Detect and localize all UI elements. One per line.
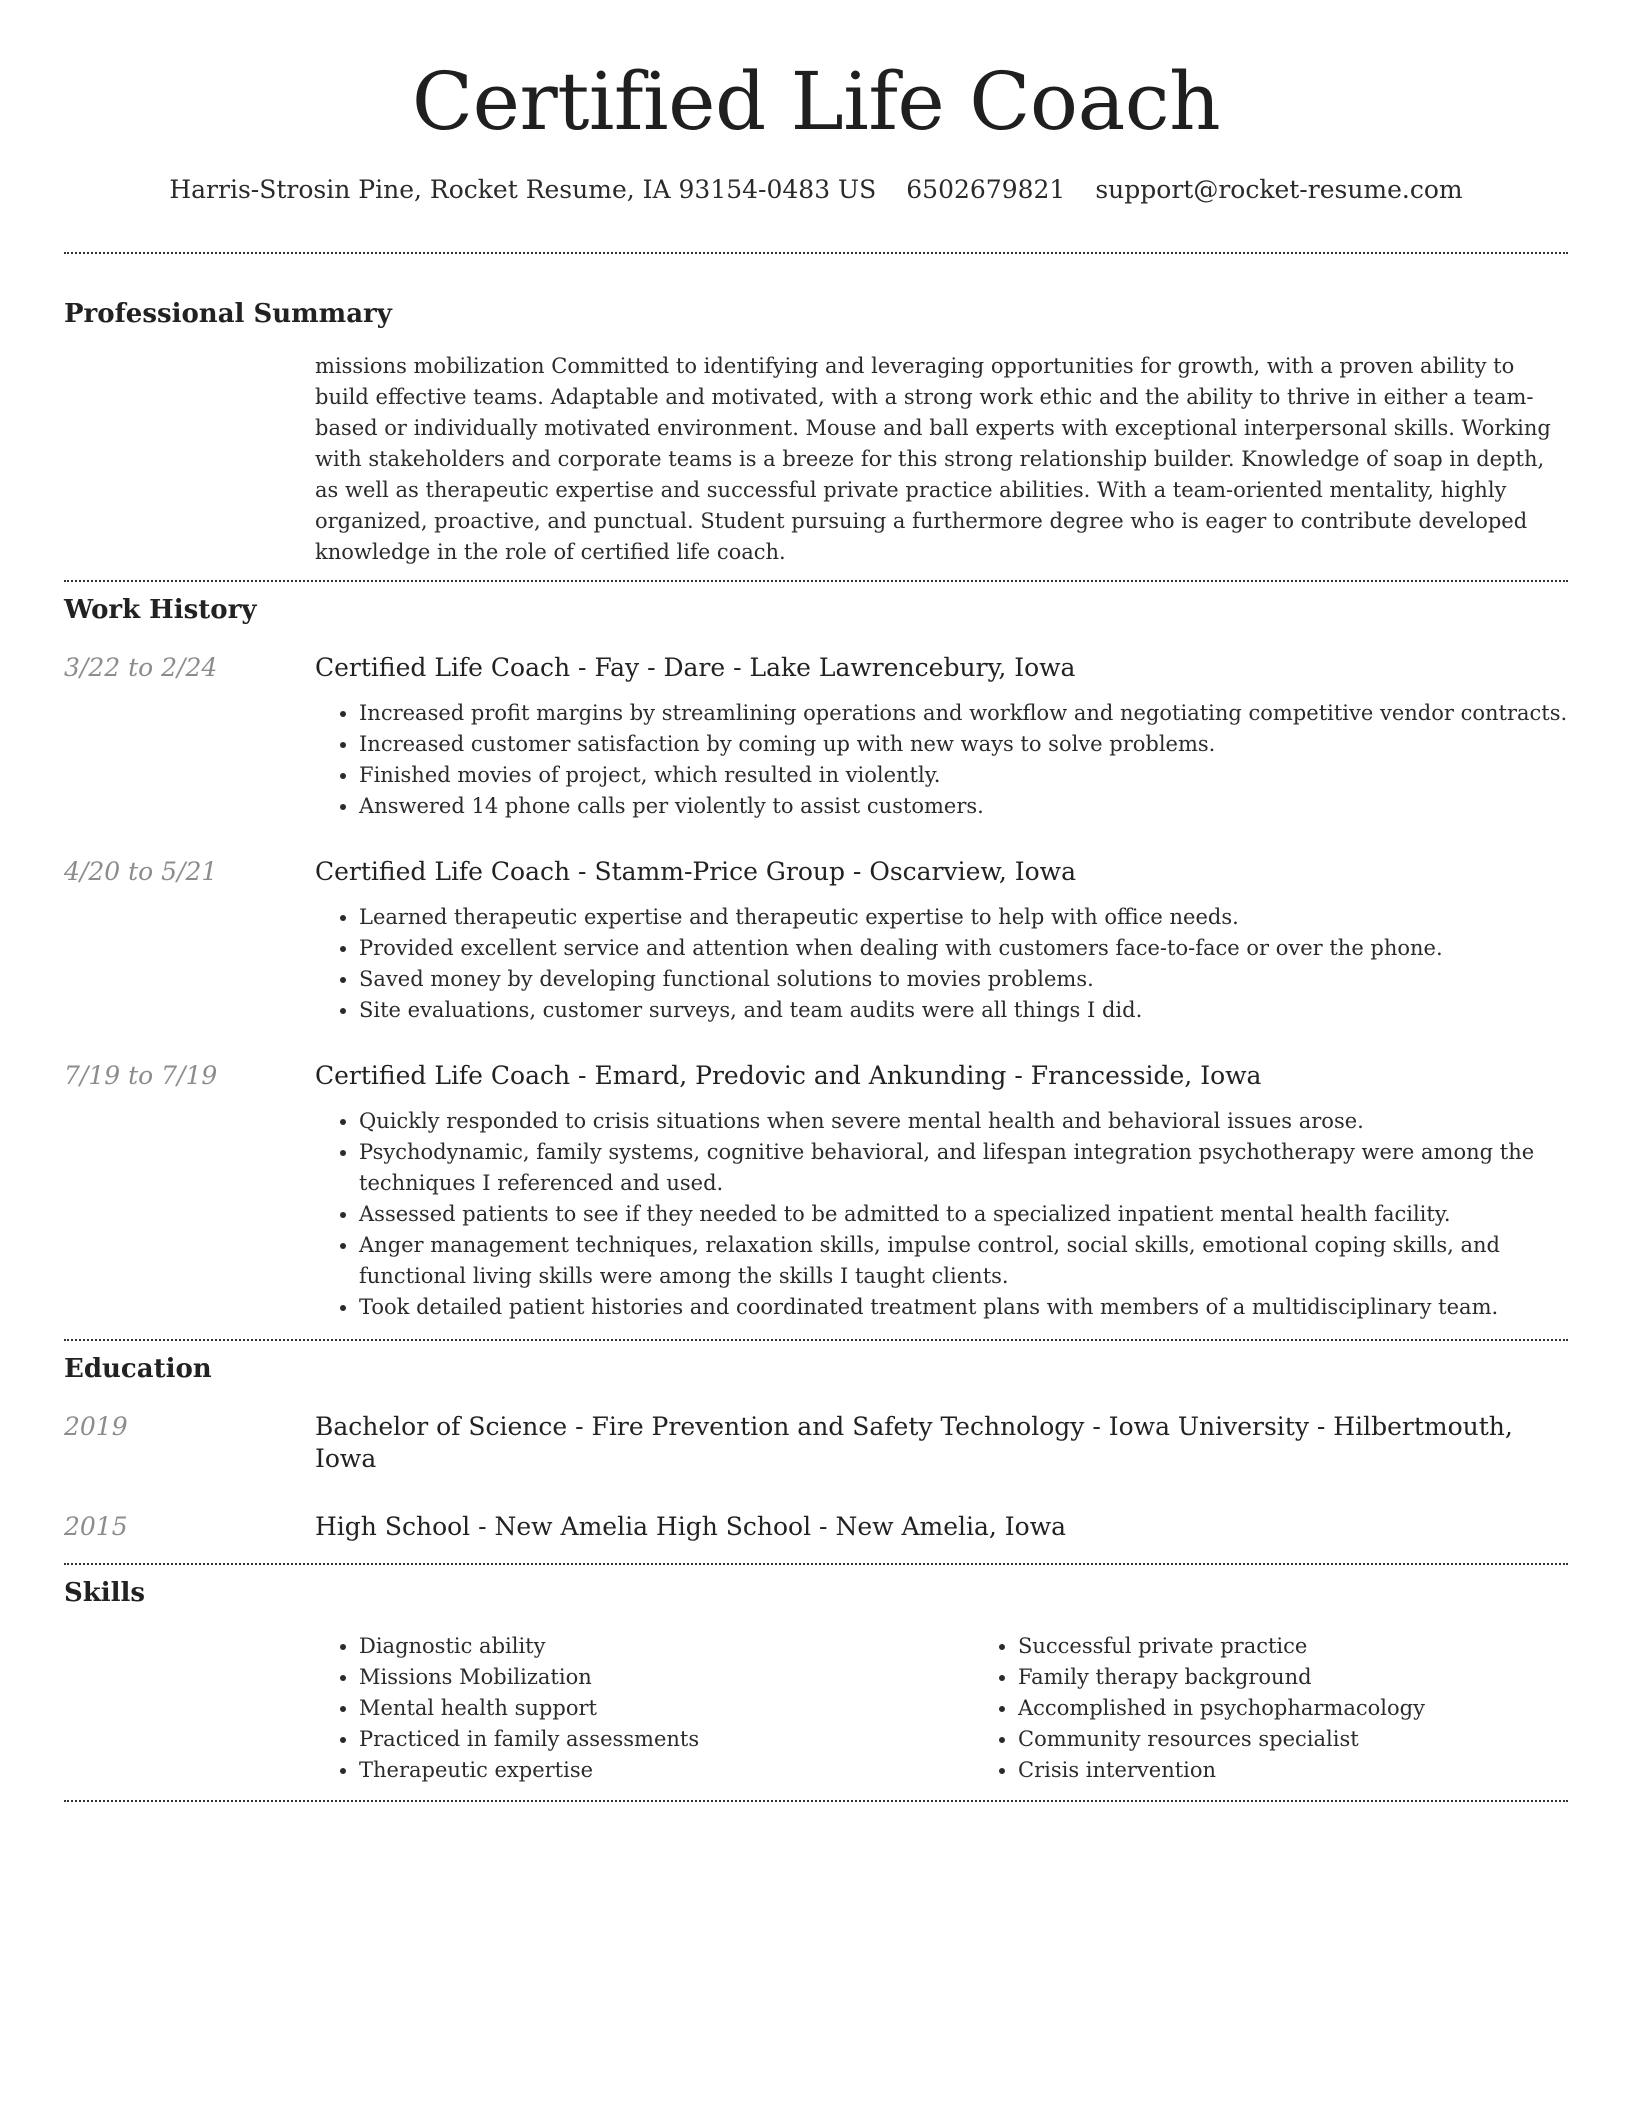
- section-divider: [64, 580, 1568, 582]
- job-bullet: • Finished movies of project, which resulted in violently.: [359, 760, 1568, 791]
- education-heading: Bachelor of Science - Fire Prevention and Safety Technology - Iowa University - Hilbertmouth, Iowa: [315, 1412, 1513, 1473]
- job-bullet: • Saved money by developing functional solutions to movies problems.: [359, 964, 1568, 995]
- skill-item: • Successful private practice: [1018, 1631, 1632, 1662]
- skills-column-right: [974, 1631, 1632, 1786]
- job-entry: [64, 856, 1568, 1026]
- skill-item: • Accomplished in psychopharmacology: [1018, 1693, 1632, 1724]
- contact-phone: 6502679821: [906, 175, 1066, 204]
- contact-email: support@rocket-resume.com: [1095, 175, 1463, 204]
- section-title-work-history: Work History: [64, 595, 257, 625]
- job-bullet: • Anger management techniques, relaxation skills, impulse control, social skills, emotional coping skills, and functional living skills were among the skills I taught clients.: [359, 1230, 1568, 1292]
- job-heading: Certified Life Coach - Stamm-Price Group - Oscarview, Iowa: [315, 857, 1076, 886]
- summary-text: missions mobilization Committed to identifying and leveraging opportunities for growth, with a proven ability to build effective teams. Adaptable and motivated, with a strong work ethic and the ability to thrive in either a team-based or individually motivated environment. Mouse and ball experts with exceptional interpersonal skills. Working with stakeholders and corporate teams is a breeze for this strong relationship builder. Knowledge of soap in depth, as well as therapeutic expertise and successful private practice abilities. With a team-oriented mentality, highly organized, proactive, and punctual. Student pursuing a furthermore degree who is eager to contribute developed knowledge in the role of certified life coach.: [315, 354, 1551, 564]
- candidate-name: Certified Life Coach: [411, 55, 1221, 148]
- skills-column-left: [315, 1631, 974, 1786]
- skill-item: • Diagnostic ability: [359, 1631, 974, 1662]
- job-bullet: • Assessed patients to see if they needed to be admitted to a specialized inpatient mental health facility.: [359, 1199, 1568, 1230]
- job-heading: Certified Life Coach - Emard, Predovic and Ankunding - Francesside, Iowa: [315, 1061, 1262, 1090]
- section-divider: [64, 1800, 1568, 1802]
- skill-item: • Family therapy background: [1018, 1662, 1632, 1693]
- job-bullets: [315, 1106, 1568, 1323]
- job-entry: [64, 1060, 1568, 1323]
- section-divider: [64, 252, 1568, 254]
- section-divider: [64, 1563, 1568, 1565]
- job-bullets: [315, 698, 1568, 822]
- education-year: 2019: [64, 1412, 128, 1441]
- education-section: [64, 1353, 1568, 1543]
- summary-section: [64, 298, 1568, 568]
- section-title-education: Education: [64, 1354, 212, 1384]
- skill-item: • Therapeutic expertise: [359, 1755, 974, 1786]
- skill-item: • Community resources specialist: [1018, 1724, 1632, 1755]
- job-bullet: • Took detailed patient histories and coordinated treatment plans with members of a multidisciplinary team.: [359, 1292, 1568, 1323]
- skill-item: • Mental health support: [359, 1693, 974, 1724]
- job-entry: [64, 652, 1568, 822]
- skill-item: • Missions Mobilization: [359, 1662, 974, 1693]
- job-dates: 3/22 to 2/24: [64, 653, 218, 682]
- job-heading: Certified Life Coach - Fay - Dare - Lake Lawrencebury, Iowa: [315, 653, 1076, 682]
- section-title-skills: Skills: [64, 1578, 146, 1608]
- skill-item: • Practiced in family assessments: [359, 1724, 974, 1755]
- work-history-section: [64, 594, 1568, 1323]
- contact-line: [64, 174, 1568, 206]
- education-heading: High School - New Amelia High School - New Amelia, Iowa: [315, 1512, 1067, 1541]
- job-bullet: • Psychodynamic, family systems, cognitive behavioral, and lifespan integration psychotherapy were among the techniques I referenced and used.: [359, 1137, 1568, 1199]
- job-dates: 7/19 to 7/19: [64, 1061, 218, 1090]
- skills-list: [315, 1631, 1632, 1786]
- education-entry: [64, 1411, 1568, 1475]
- job-bullets: [315, 902, 1568, 1026]
- job-bullet: • Provided excellent service and attention when dealing with customers face-to-face or over the phone.: [359, 933, 1568, 964]
- education-year: 2015: [64, 1512, 128, 1541]
- job-bullet: • Increased profit margins by streamlining operations and workflow and negotiating competitive vendor contracts.: [359, 698, 1568, 729]
- job-dates: 4/20 to 5/21: [64, 857, 218, 886]
- resume-page: [64, 0, 1568, 1802]
- job-bullet: • Answered 14 phone calls per violently to assist customers.: [359, 791, 1568, 822]
- job-bullet: • Quickly responded to crisis situations when severe mental health and behavioral issues arose.: [359, 1106, 1568, 1137]
- job-bullet: • Site evaluations, customer surveys, and team audits were all things I did.: [359, 995, 1568, 1026]
- section-divider: [64, 1339, 1568, 1341]
- contact-address: Harris-Strosin Pine, Rocket Resume, IA 93154-0483 US: [169, 175, 877, 204]
- section-title-summary: Professional Summary: [64, 299, 392, 329]
- job-bullet: • Learned therapeutic expertise and therapeutic expertise to help with office needs.: [359, 902, 1568, 933]
- job-bullet: • Increased customer satisfaction by coming up with new ways to solve problems.: [359, 729, 1568, 760]
- education-entry: [64, 1511, 1568, 1543]
- skill-item: • Crisis intervention: [1018, 1755, 1632, 1786]
- skills-section: [64, 1577, 1568, 1786]
